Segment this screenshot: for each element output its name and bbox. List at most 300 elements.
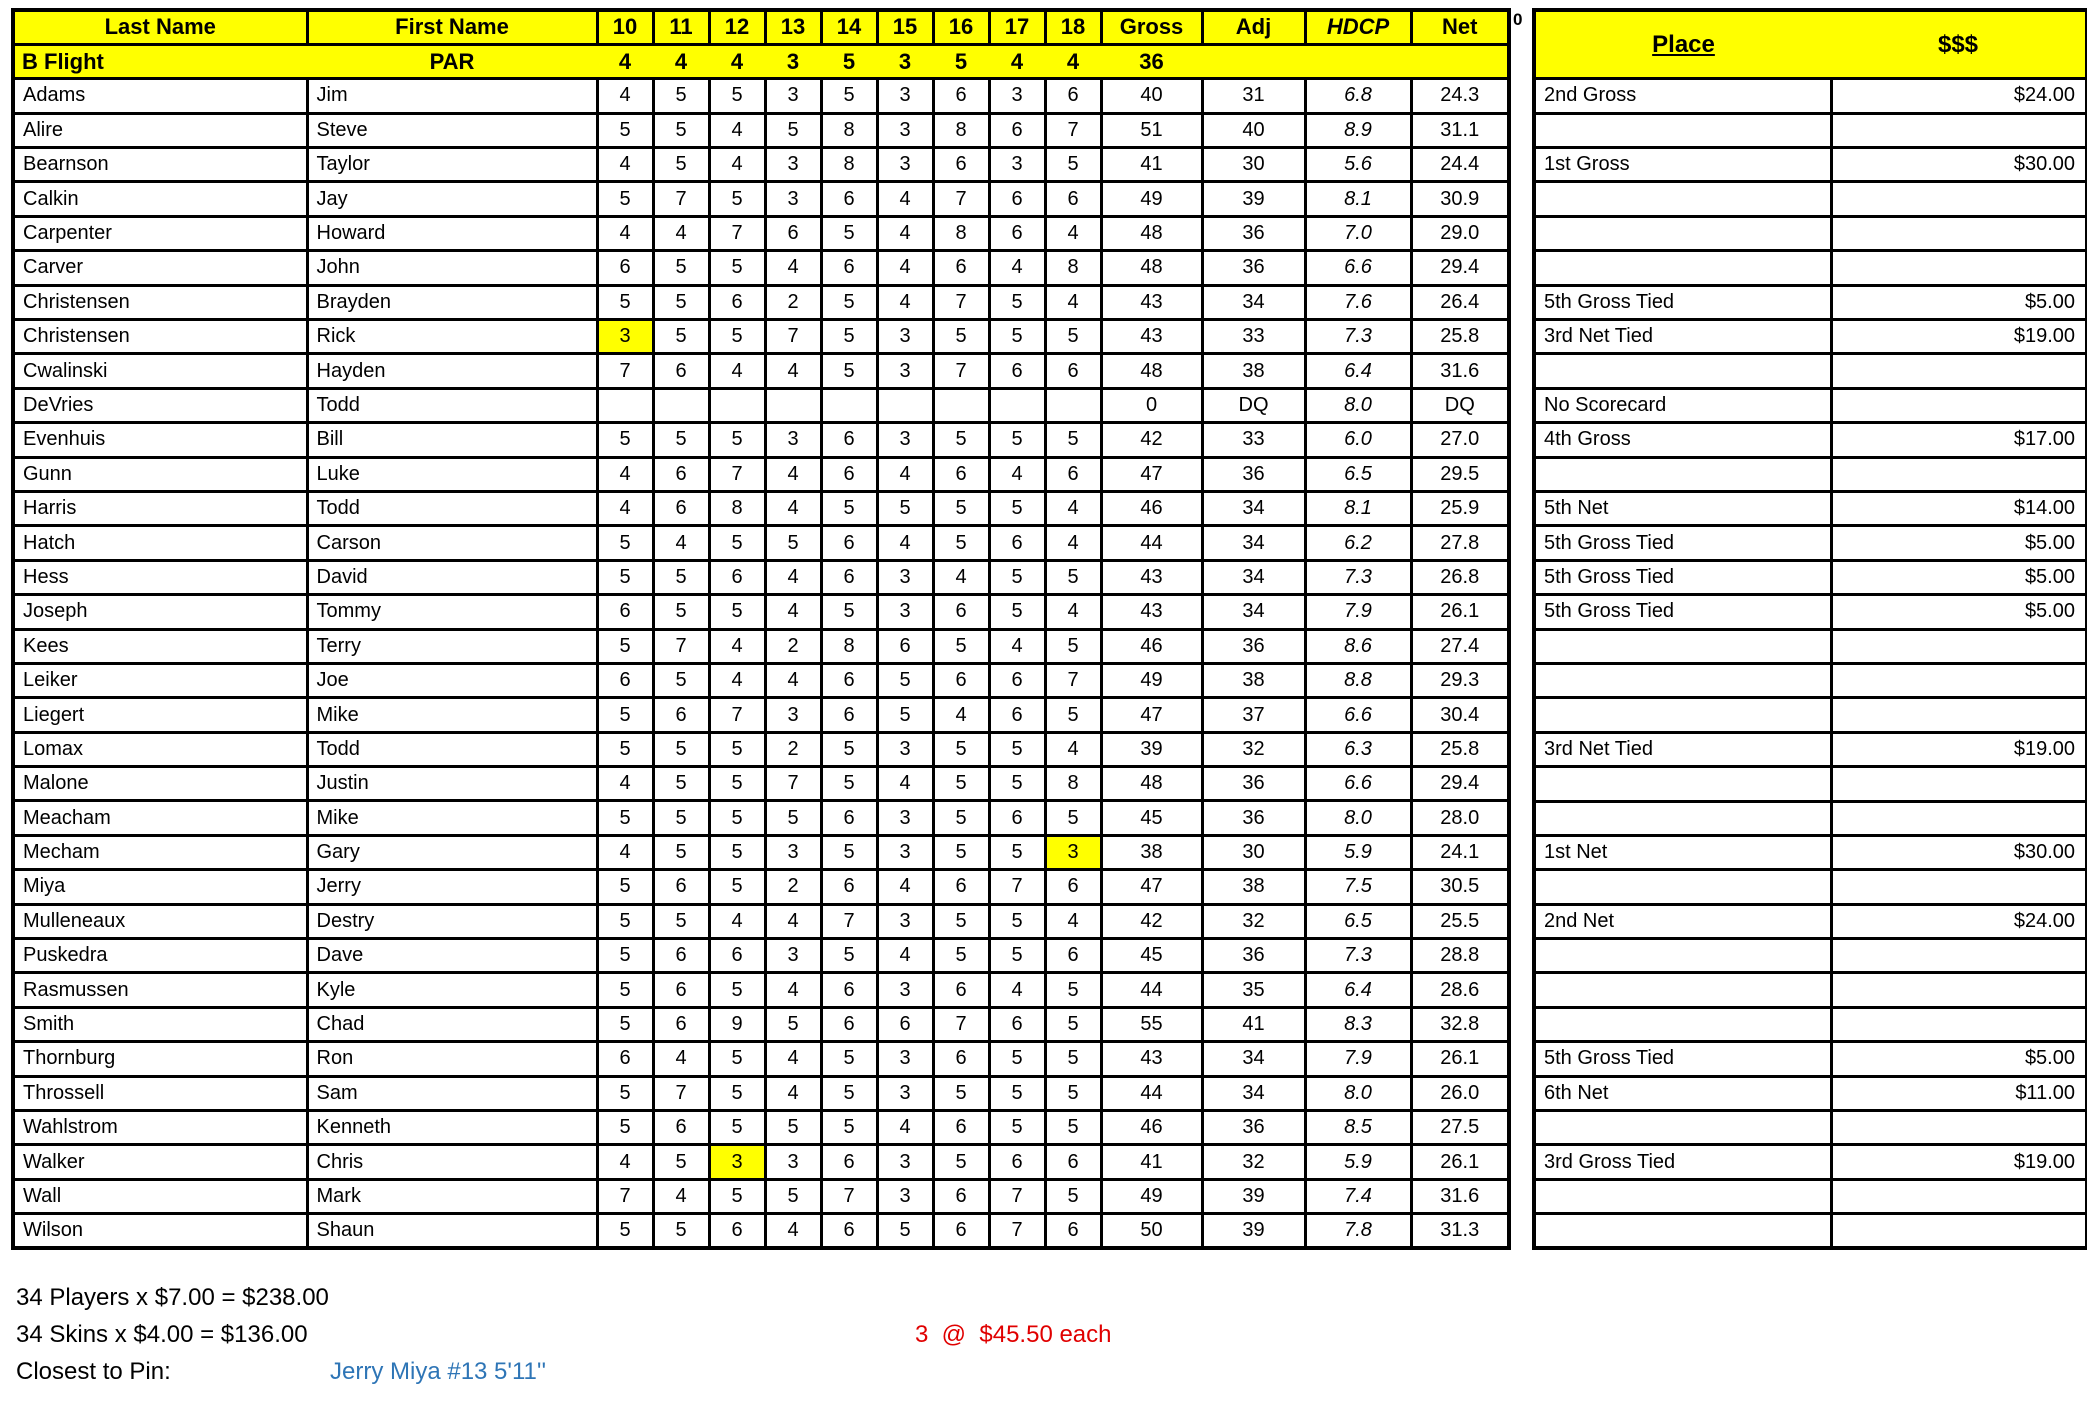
- par-adj-empty[interactable]: [1202, 44, 1305, 78]
- adj-cell[interactable]: 36: [1202, 629, 1305, 663]
- hole-score-cell[interactable]: 5: [653, 835, 709, 869]
- money-cell[interactable]: [1831, 939, 2087, 973]
- gross-cell[interactable]: 40: [1101, 79, 1202, 113]
- hole-score-cell[interactable]: 5: [653, 767, 709, 801]
- adj-cell[interactable]: 36: [1202, 767, 1305, 801]
- place-cell[interactable]: [1534, 973, 1831, 1007]
- net-cell[interactable]: 27.5: [1411, 1111, 1509, 1145]
- hole-score-cell[interactable]: 7: [709, 698, 765, 732]
- adj-cell[interactable]: 32: [1202, 1145, 1305, 1179]
- adj-cell[interactable]: 34: [1202, 1076, 1305, 1110]
- payout-header-money[interactable]: $$$: [1831, 10, 2087, 79]
- adj-cell[interactable]: 39: [1202, 182, 1305, 216]
- par-hole-14[interactable]: 5: [821, 44, 877, 78]
- last-name-cell[interactable]: Gunn: [13, 457, 307, 491]
- hole-score-cell[interactable]: 5: [709, 182, 765, 216]
- hole-score-cell[interactable]: 6: [597, 251, 653, 285]
- hole-score-cell[interactable]: 8: [1045, 767, 1101, 801]
- hole-score-cell[interactable]: 5: [653, 663, 709, 697]
- place-cell[interactable]: 3rd Net Tied: [1534, 320, 1831, 354]
- money-cell[interactable]: [1831, 973, 2087, 1007]
- hdcp-cell[interactable]: 6.6: [1305, 698, 1411, 732]
- hdcp-cell[interactable]: 8.6: [1305, 629, 1411, 663]
- adj-cell[interactable]: 34: [1202, 285, 1305, 319]
- hole-score-cell[interactable]: 4: [877, 251, 933, 285]
- gross-cell[interactable]: 49: [1101, 663, 1202, 697]
- hole-score-cell[interactable]: 8: [933, 216, 989, 250]
- net-cell[interactable]: 24.4: [1411, 148, 1509, 182]
- skins-total-line[interactable]: 34 Skins x $4.00 = $136.00: [16, 1321, 308, 1348]
- hole-score-cell[interactable]: 6: [597, 1042, 653, 1076]
- hole-score-cell[interactable]: 5: [821, 1111, 877, 1145]
- hole-score-cell[interactable]: 5: [933, 1145, 989, 1179]
- first-name-cell[interactable]: Todd: [307, 732, 597, 766]
- hole-score-cell[interactable]: 5: [821, 835, 877, 869]
- hole-score-cell[interactable]: 5: [821, 285, 877, 319]
- col-header-hole-13[interactable]: 13: [765, 10, 821, 44]
- first-name-cell[interactable]: Jim: [307, 79, 597, 113]
- hole-score-cell[interactable]: 7: [709, 216, 765, 250]
- hole-score-cell[interactable]: 5: [709, 870, 765, 904]
- hole-score-cell[interactable]: 5: [989, 904, 1045, 938]
- hole-score-cell[interactable]: 5: [1045, 973, 1101, 1007]
- hole-score-cell[interactable]: 6: [989, 663, 1045, 697]
- place-cell[interactable]: 6th Net: [1534, 1076, 1831, 1110]
- last-name-cell[interactable]: Cwalinski: [13, 354, 307, 388]
- last-name-cell[interactable]: Malone: [13, 767, 307, 801]
- hole-score-cell[interactable]: 5: [1045, 423, 1101, 457]
- hole-score-cell[interactable]: 5: [597, 904, 653, 938]
- hole-score-cell[interactable]: 5: [653, 904, 709, 938]
- hole-score-cell[interactable]: 5: [933, 767, 989, 801]
- gross-cell[interactable]: 41: [1101, 148, 1202, 182]
- hole-score-cell[interactable]: 4: [709, 354, 765, 388]
- hole-score-cell[interactable]: 3: [877, 1076, 933, 1110]
- hole-score-cell[interactable]: 3: [765, 79, 821, 113]
- adj-cell[interactable]: 36: [1202, 251, 1305, 285]
- hole-score-cell[interactable]: 6: [1045, 457, 1101, 491]
- hole-score-cell[interactable]: 5: [821, 595, 877, 629]
- flight-label[interactable]: B Flight: [13, 44, 307, 78]
- last-name-cell[interactable]: Carver: [13, 251, 307, 285]
- col-header-hole-15[interactable]: 15: [877, 10, 933, 44]
- hole-score-cell[interactable]: 5: [709, 767, 765, 801]
- par-hole-11[interactable]: 4: [653, 44, 709, 78]
- hdcp-cell[interactable]: 7.3: [1305, 939, 1411, 973]
- hole-score-cell[interactable]: 5: [989, 835, 1045, 869]
- hole-score-cell[interactable]: 5: [877, 663, 933, 697]
- hole-score-cell[interactable]: 7: [821, 904, 877, 938]
- hdcp-cell[interactable]: 7.3: [1305, 560, 1411, 594]
- last-name-cell[interactable]: Calkin: [13, 182, 307, 216]
- col-header-adj[interactable]: Adj: [1202, 10, 1305, 44]
- adj-cell[interactable]: 39: [1202, 1179, 1305, 1213]
- money-cell[interactable]: [1831, 663, 2087, 697]
- money-cell[interactable]: $14.00: [1831, 491, 2087, 525]
- hole-score-cell[interactable]: 5: [821, 79, 877, 113]
- hole-score-cell[interactable]: 4: [597, 79, 653, 113]
- hdcp-cell[interactable]: 6.2: [1305, 526, 1411, 560]
- place-cell[interactable]: 5th Gross Tied: [1534, 285, 1831, 319]
- hole-score-cell[interactable]: 7: [597, 1179, 653, 1213]
- hole-score-cell[interactable]: 5: [653, 285, 709, 319]
- hole-score-cell[interactable]: 5: [709, 423, 765, 457]
- hole-score-cell[interactable]: 5: [989, 595, 1045, 629]
- players-total-line[interactable]: 34 Players x $7.00 = $238.00: [16, 1284, 329, 1311]
- hole-score-cell[interactable]: 6: [821, 251, 877, 285]
- last-name-cell[interactable]: Rasmussen: [13, 973, 307, 1007]
- adj-cell[interactable]: 30: [1202, 835, 1305, 869]
- hole-score-cell[interactable]: 5: [597, 113, 653, 147]
- col-header-last-name[interactable]: Last Name: [13, 10, 307, 44]
- hole-score-cell[interactable]: 6: [821, 663, 877, 697]
- hole-score-cell[interactable]: 5: [597, 629, 653, 663]
- hole-score-cell[interactable]: 5: [653, 1214, 709, 1248]
- col-header-net[interactable]: Net: [1411, 10, 1509, 44]
- hole-score-cell[interactable]: 6: [1045, 79, 1101, 113]
- hole-score-cell[interactable]: 5: [765, 113, 821, 147]
- first-name-cell[interactable]: Joe: [307, 663, 597, 697]
- hole-score-cell[interactable]: 5: [653, 423, 709, 457]
- hole-score-cell[interactable]: 5: [1045, 629, 1101, 663]
- adj-cell[interactable]: 34: [1202, 1042, 1305, 1076]
- place-cell[interactable]: [1534, 1111, 1831, 1145]
- hole-score-cell[interactable]: 6: [821, 1145, 877, 1179]
- first-name-cell[interactable]: Todd: [307, 388, 597, 422]
- hdcp-cell[interactable]: 6.5: [1305, 457, 1411, 491]
- gross-cell[interactable]: 48: [1101, 251, 1202, 285]
- hole-score-cell[interactable]: 5: [597, 870, 653, 904]
- hdcp-cell[interactable]: 6.5: [1305, 904, 1411, 938]
- par-hdcp-empty[interactable]: [1305, 44, 1411, 78]
- first-name-cell[interactable]: John: [307, 251, 597, 285]
- hole-score-cell[interactable]: 5: [933, 320, 989, 354]
- last-name-cell[interactable]: Carpenter: [13, 216, 307, 250]
- hole-score-cell[interactable]: 5: [653, 113, 709, 147]
- hole-score-cell[interactable]: 4: [597, 835, 653, 869]
- place-cell[interactable]: [1534, 113, 1831, 147]
- hole-score-cell[interactable]: 5: [821, 1076, 877, 1110]
- hole-score-cell[interactable]: 6: [933, 663, 989, 697]
- first-name-cell[interactable]: Kenneth: [307, 1111, 597, 1145]
- hole-score-cell[interactable]: 6: [821, 182, 877, 216]
- hdcp-cell[interactable]: 8.5: [1305, 1111, 1411, 1145]
- hdcp-cell[interactable]: 6.6: [1305, 767, 1411, 801]
- net-cell[interactable]: 30.9: [1411, 182, 1509, 216]
- adj-cell[interactable]: 33: [1202, 320, 1305, 354]
- hole-score-cell[interactable]: 5: [709, 732, 765, 766]
- hole-score-cell[interactable]: 3: [877, 904, 933, 938]
- hole-score-cell[interactable]: 5: [597, 1214, 653, 1248]
- money-cell[interactable]: $19.00: [1831, 1145, 2087, 1179]
- net-cell[interactable]: 26.0: [1411, 1076, 1509, 1110]
- hole-score-cell[interactable]: 8: [709, 491, 765, 525]
- hole-score-cell[interactable]: 6: [933, 973, 989, 1007]
- hole-score-cell[interactable]: 4: [1045, 732, 1101, 766]
- hole-score-cell[interactable]: 6: [933, 148, 989, 182]
- first-name-cell[interactable]: Jay: [307, 182, 597, 216]
- hole-score-cell[interactable]: 6: [821, 423, 877, 457]
- hole-score-cell[interactable]: 6: [989, 354, 1045, 388]
- hole-score-cell[interactable]: 3: [765, 182, 821, 216]
- gross-cell[interactable]: 51: [1101, 113, 1202, 147]
- gross-cell[interactable]: 38: [1101, 835, 1202, 869]
- hole-score-cell[interactable]: 5: [933, 939, 989, 973]
- hole-score-cell[interactable]: 5: [821, 1042, 877, 1076]
- last-name-cell[interactable]: Throssell: [13, 1076, 307, 1110]
- net-cell[interactable]: 27.8: [1411, 526, 1509, 560]
- place-cell[interactable]: 1st Net: [1534, 835, 1831, 869]
- gross-cell[interactable]: 50: [1101, 1214, 1202, 1248]
- adj-cell[interactable]: 41: [1202, 1007, 1305, 1041]
- col-header-first-name[interactable]: First Name: [307, 10, 597, 44]
- col-header-hdcp[interactable]: HDCP: [1305, 10, 1411, 44]
- gross-cell[interactable]: 46: [1101, 491, 1202, 525]
- hole-score-cell[interactable]: 5: [597, 1076, 653, 1110]
- place-cell[interactable]: 5th Gross Tied: [1534, 560, 1831, 594]
- hole-score-cell[interactable]: 6: [933, 870, 989, 904]
- adj-cell[interactable]: 32: [1202, 732, 1305, 766]
- last-name-cell[interactable]: Leiker: [13, 663, 307, 697]
- hole-score-cell[interactable]: 6: [933, 251, 989, 285]
- money-cell[interactable]: [1831, 113, 2087, 147]
- hole-score-cell[interactable]: 5: [1045, 1007, 1101, 1041]
- last-name-cell[interactable]: Hatch: [13, 526, 307, 560]
- first-name-cell[interactable]: Sam: [307, 1076, 597, 1110]
- hole-score-cell[interactable]: 4: [597, 216, 653, 250]
- net-cell[interactable]: 28.8: [1411, 939, 1509, 973]
- col-header-hole-18[interactable]: 18: [1045, 10, 1101, 44]
- hole-score-cell[interactable]: 5: [709, 1042, 765, 1076]
- hole-score-cell[interactable]: 3: [877, 113, 933, 147]
- first-name-cell[interactable]: Luke: [307, 457, 597, 491]
- hole-score-cell[interactable]: 5: [933, 904, 989, 938]
- hdcp-cell[interactable]: 7.3: [1305, 320, 1411, 354]
- hdcp-cell[interactable]: 7.9: [1305, 1042, 1411, 1076]
- hdcp-cell[interactable]: 8.0: [1305, 388, 1411, 422]
- hole-score-cell[interactable]: 6: [821, 801, 877, 835]
- hole-score-cell[interactable]: 5: [597, 698, 653, 732]
- gross-cell[interactable]: 45: [1101, 801, 1202, 835]
- hole-score-cell[interactable]: 6: [709, 560, 765, 594]
- gross-cell[interactable]: 47: [1101, 457, 1202, 491]
- last-name-cell[interactable]: Meacham: [13, 801, 307, 835]
- hole-score-cell[interactable]: 4: [765, 457, 821, 491]
- hole-score-cell[interactable]: 6: [1045, 1145, 1101, 1179]
- place-cell[interactable]: [1534, 870, 1831, 904]
- place-cell[interactable]: [1534, 1007, 1831, 1041]
- hole-score-cell[interactable]: 6: [989, 1145, 1045, 1179]
- hole-score-cell[interactable]: 3: [989, 148, 1045, 182]
- col-header-hole-17[interactable]: 17: [989, 10, 1045, 44]
- hole-score-cell[interactable]: 4: [653, 216, 709, 250]
- hole-score-cell[interactable]: 5: [1045, 560, 1101, 594]
- hole-score-cell[interactable]: 6: [709, 1214, 765, 1248]
- hole-score-cell[interactable]: 4: [765, 904, 821, 938]
- net-cell[interactable]: 27.0: [1411, 423, 1509, 457]
- first-name-cell[interactable]: Shaun: [307, 1214, 597, 1248]
- hole-score-cell[interactable]: 4: [597, 767, 653, 801]
- first-name-cell[interactable]: Kyle: [307, 973, 597, 1007]
- hole-score-cell[interactable]: 4: [1045, 285, 1101, 319]
- hole-score-cell[interactable]: 6: [933, 595, 989, 629]
- hole-score-cell[interactable]: 8: [821, 629, 877, 663]
- hole-score-cell[interactable]: 3: [989, 79, 1045, 113]
- hole-score-cell[interactable]: [1045, 388, 1101, 422]
- adj-cell[interactable]: 38: [1202, 663, 1305, 697]
- hole-score-cell[interactable]: 7: [821, 1179, 877, 1213]
- place-cell[interactable]: [1534, 1179, 1831, 1213]
- hole-score-cell[interactable]: 4: [765, 1214, 821, 1248]
- hole-score-cell[interactable]: 6: [989, 526, 1045, 560]
- place-cell[interactable]: [1534, 801, 1831, 835]
- hole-score-cell[interactable]: 6: [933, 457, 989, 491]
- hole-score-cell[interactable]: 6: [653, 1007, 709, 1041]
- hole-score-cell[interactable]: 5: [597, 1007, 653, 1041]
- par-hole-10[interactable]: 4: [597, 44, 653, 78]
- hole-score-cell[interactable]: 4: [765, 354, 821, 388]
- hole-score-cell[interactable]: 3: [597, 320, 653, 354]
- gross-cell[interactable]: 55: [1101, 1007, 1202, 1041]
- place-cell[interactable]: [1534, 354, 1831, 388]
- place-cell[interactable]: [1534, 457, 1831, 491]
- hole-score-cell[interactable]: 5: [877, 698, 933, 732]
- net-cell[interactable]: 29.4: [1411, 767, 1509, 801]
- last-name-cell[interactable]: Puskedra: [13, 939, 307, 973]
- first-name-cell[interactable]: Ron: [307, 1042, 597, 1076]
- money-cell[interactable]: $5.00: [1831, 595, 2087, 629]
- hole-score-cell[interactable]: 5: [709, 1076, 765, 1110]
- par-net-empty[interactable]: [1411, 44, 1509, 78]
- last-name-cell[interactable]: Hess: [13, 560, 307, 594]
- place-cell[interactable]: No Scorecard: [1534, 388, 1831, 422]
- first-name-cell[interactable]: Jerry: [307, 870, 597, 904]
- hole-score-cell[interactable]: 5: [821, 732, 877, 766]
- col-header-hole-10[interactable]: 10: [597, 10, 653, 44]
- hole-score-cell[interactable]: [989, 388, 1045, 422]
- first-name-cell[interactable]: Mike: [307, 698, 597, 732]
- last-name-cell[interactable]: Thornburg: [13, 1042, 307, 1076]
- first-name-cell[interactable]: Tommy: [307, 595, 597, 629]
- hole-score-cell[interactable]: 5: [597, 939, 653, 973]
- first-name-cell[interactable]: Todd: [307, 491, 597, 525]
- hole-score-cell[interactable]: 6: [821, 870, 877, 904]
- gross-cell[interactable]: 47: [1101, 698, 1202, 732]
- money-cell[interactable]: $24.00: [1831, 904, 2087, 938]
- hole-score-cell[interactable]: 6: [933, 1111, 989, 1145]
- hole-score-cell[interactable]: 5: [597, 1111, 653, 1145]
- adj-cell[interactable]: 30: [1202, 148, 1305, 182]
- adj-cell[interactable]: 34: [1202, 491, 1305, 525]
- net-cell[interactable]: 28.6: [1411, 973, 1509, 1007]
- hole-score-cell[interactable]: 7: [989, 1214, 1045, 1248]
- last-name-cell[interactable]: DeVries: [13, 388, 307, 422]
- gross-cell[interactable]: 0: [1101, 388, 1202, 422]
- hole-score-cell[interactable]: 3: [877, 423, 933, 457]
- last-name-cell[interactable]: Bearnson: [13, 148, 307, 182]
- hole-score-cell[interactable]: 4: [653, 1042, 709, 1076]
- hole-score-cell[interactable]: 5: [1045, 698, 1101, 732]
- last-name-cell[interactable]: Christensen: [13, 320, 307, 354]
- hole-score-cell[interactable]: 5: [765, 1007, 821, 1041]
- money-cell[interactable]: $5.00: [1831, 1042, 2087, 1076]
- adj-cell[interactable]: 36: [1202, 801, 1305, 835]
- hdcp-cell[interactable]: 5.9: [1305, 835, 1411, 869]
- place-cell[interactable]: 3rd Gross Tied: [1534, 1145, 1831, 1179]
- money-cell[interactable]: $30.00: [1831, 148, 2087, 182]
- gross-cell[interactable]: 46: [1101, 1111, 1202, 1145]
- hole-score-cell[interactable]: 6: [933, 1179, 989, 1213]
- hole-score-cell[interactable]: 4: [765, 1042, 821, 1076]
- first-name-cell[interactable]: Dave: [307, 939, 597, 973]
- money-cell[interactable]: [1831, 1111, 2087, 1145]
- hole-score-cell[interactable]: 5: [653, 320, 709, 354]
- hole-score-cell[interactable]: 5: [821, 320, 877, 354]
- hole-score-cell[interactable]: 9: [709, 1007, 765, 1041]
- hdcp-cell[interactable]: 6.6: [1305, 251, 1411, 285]
- hole-score-cell[interactable]: 3: [877, 1145, 933, 1179]
- hole-score-cell[interactable]: 7: [1045, 663, 1101, 697]
- gross-cell[interactable]: 43: [1101, 560, 1202, 594]
- hole-score-cell[interactable]: 5: [989, 491, 1045, 525]
- hole-score-cell[interactable]: 4: [1045, 526, 1101, 560]
- last-name-cell[interactable]: Kees: [13, 629, 307, 663]
- hole-score-cell[interactable]: 5: [1045, 320, 1101, 354]
- place-cell[interactable]: 2nd Gross: [1534, 79, 1831, 113]
- gross-cell[interactable]: 41: [1101, 1145, 1202, 1179]
- adj-cell[interactable]: 38: [1202, 354, 1305, 388]
- hole-score-cell[interactable]: 4: [709, 904, 765, 938]
- hole-score-cell[interactable]: 7: [933, 354, 989, 388]
- hole-score-cell[interactable]: 5: [597, 560, 653, 594]
- money-cell[interactable]: [1831, 216, 2087, 250]
- hole-score-cell[interactable]: 5: [709, 801, 765, 835]
- hole-score-cell[interactable]: 6: [1045, 354, 1101, 388]
- hole-score-cell[interactable]: 5: [597, 732, 653, 766]
- gross-cell[interactable]: 47: [1101, 870, 1202, 904]
- money-cell[interactable]: [1831, 182, 2087, 216]
- hole-score-cell[interactable]: 4: [765, 973, 821, 1007]
- place-cell[interactable]: [1534, 629, 1831, 663]
- net-cell[interactable]: 30.5: [1411, 870, 1509, 904]
- hole-score-cell[interactable]: 3: [765, 148, 821, 182]
- net-cell[interactable]: 31.6: [1411, 354, 1509, 388]
- net-cell[interactable]: 26.4: [1411, 285, 1509, 319]
- gross-cell[interactable]: 49: [1101, 182, 1202, 216]
- place-cell[interactable]: [1534, 251, 1831, 285]
- hdcp-cell[interactable]: 6.3: [1305, 732, 1411, 766]
- skins-payout-note[interactable]: 3 @ $45.50 each: [915, 1321, 1112, 1348]
- hole-score-cell[interactable]: 4: [765, 663, 821, 697]
- hole-score-cell[interactable]: 3: [877, 560, 933, 594]
- first-name-cell[interactable]: Terry: [307, 629, 597, 663]
- adj-cell[interactable]: 36: [1202, 457, 1305, 491]
- last-name-cell[interactable]: Christensen: [13, 285, 307, 319]
- hole-score-cell[interactable]: 5: [765, 1111, 821, 1145]
- hole-score-cell[interactable]: 5: [989, 285, 1045, 319]
- hole-score-cell[interactable]: 5: [989, 1111, 1045, 1145]
- hdcp-cell[interactable]: 8.0: [1305, 1076, 1411, 1110]
- hdcp-cell[interactable]: 8.1: [1305, 182, 1411, 216]
- hole-score-cell[interactable]: 5: [653, 79, 709, 113]
- hole-score-cell[interactable]: 4: [933, 560, 989, 594]
- adj-cell[interactable]: 40: [1202, 113, 1305, 147]
- gross-cell[interactable]: 44: [1101, 973, 1202, 1007]
- gross-cell[interactable]: 44: [1101, 526, 1202, 560]
- hole-score-cell[interactable]: 7: [933, 285, 989, 319]
- hole-score-cell[interactable]: 6: [989, 698, 1045, 732]
- hole-score-cell[interactable]: 5: [653, 732, 709, 766]
